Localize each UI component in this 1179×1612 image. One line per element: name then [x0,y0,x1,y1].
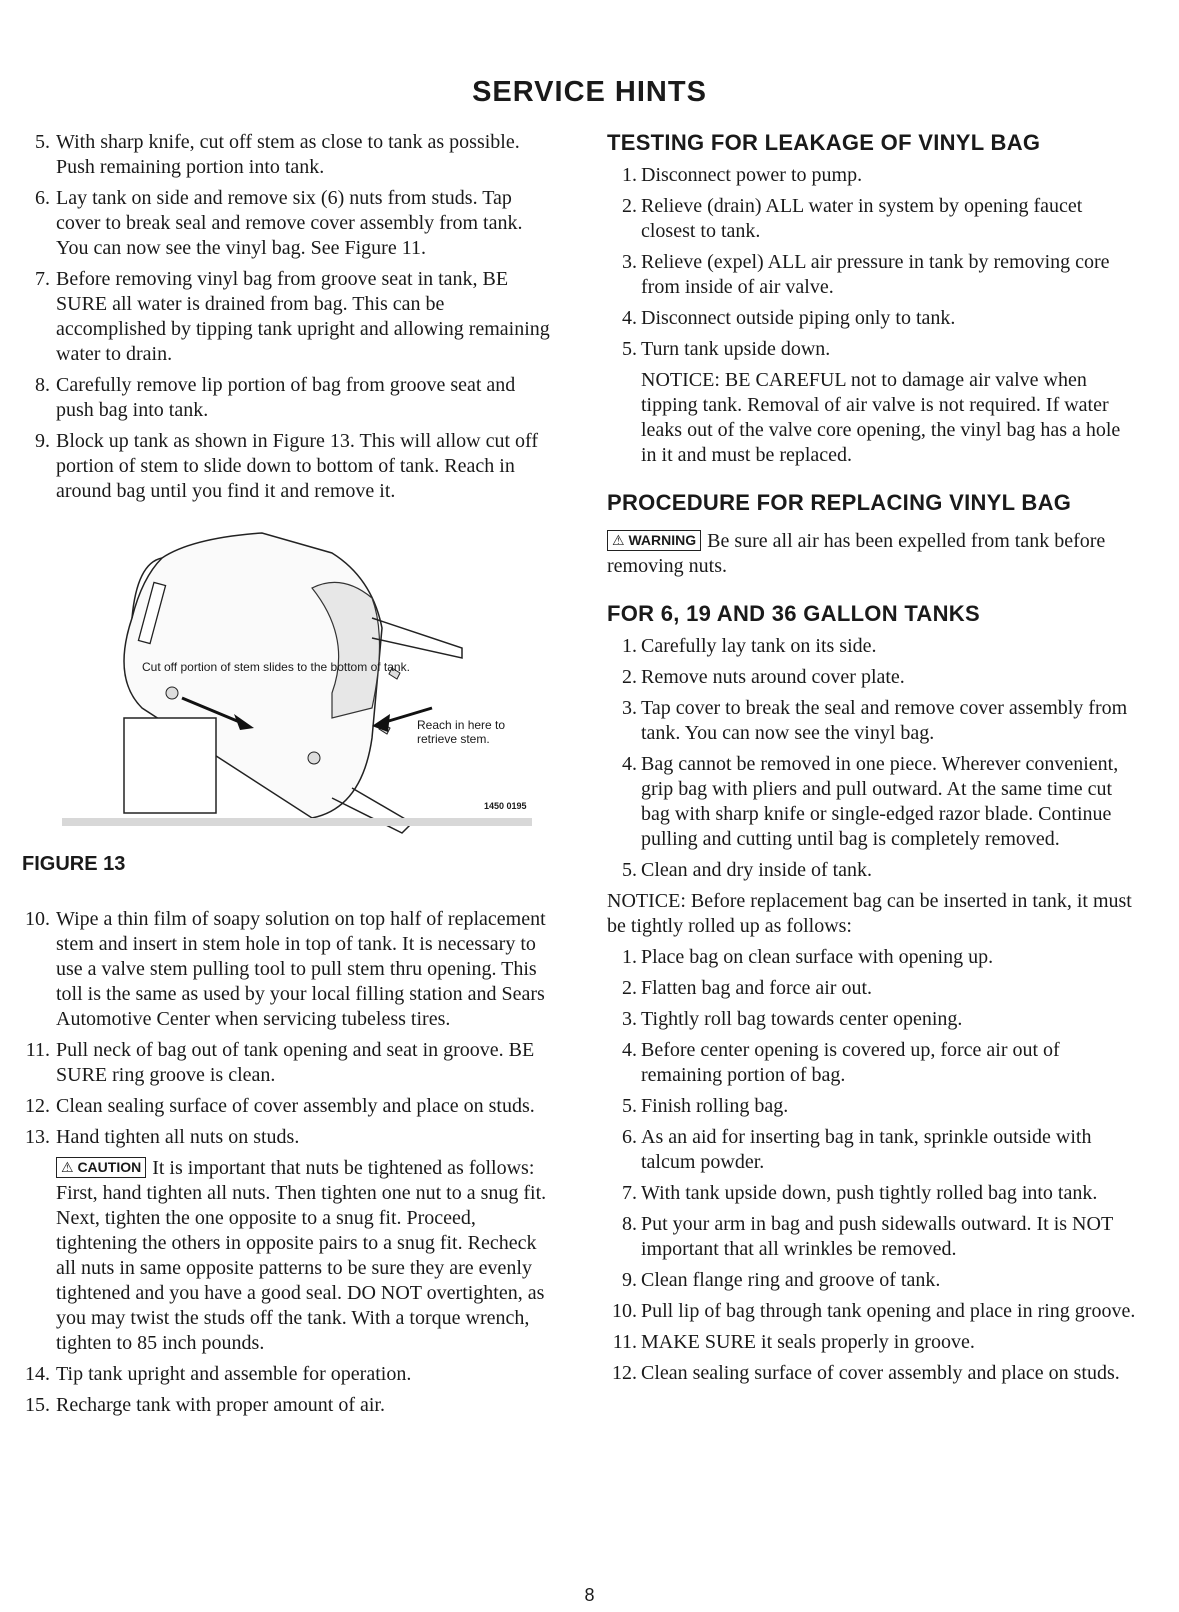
list-item: 5. Finish rolling bag. [622,1095,789,1117]
list-item: 3. Relieve (expel) ALL air pressure in tank by removing core from inside of air valve. [622,251,1110,298]
warning-block [607,529,1137,579]
notice-text: BE CAREFUL not to damage air valve when tipping tank. Removal of air valve is not required. If water leaks out of the valve core opening, the vinyl bag has a hole in it and must be replaced. [641,369,1121,466]
left-column [22,130,557,1424]
list-item: 4. Disconnect outside piping only to tank. [622,307,956,329]
list-item: 2. Flatten bag and force air out. [622,977,873,999]
tank-diagram [42,518,542,838]
list-item: 5. With sharp knife, cut off stem as close to tank as possible. Push remaining portion into tank. [35,131,520,178]
steps-list-b [22,907,557,1150]
list-item: 2. Relieve (drain) ALL water in system by opening faucet closest to tank. [622,195,1083,242]
caution-tag: ⚠ CAUTION [56,1157,146,1178]
right-column [607,130,1137,1392]
page-title: SERVICE HINTS [472,76,707,108]
list-item: 10. Wipe a thin film of soapy solution on top half of replacement stem and insert in stem hole in top of tank. It is necessary to use a valve stem pulling tool to pull stem thru opening. This toll is the same as used by your local filling station and Sears Automotive Center when servicing tubeless tires. [25,908,546,1030]
list-item: 11. Pull neck of bag out of tank opening and seat in groove. BE SURE ring groove is clean. [25,1039,535,1086]
list-item: 11. MAKE SURE it seals properly in groove. [612,1331,975,1353]
list-item: 14. Tip tank upright and assemble for operation. [25,1363,412,1385]
caution-text: It is important that nuts be tightened as follows: First, hand tighten all nuts. Then tighten one nut to a snug fit. Next, tighten the one opposite to a snug fit. Proceed, tightening the others in opposite pairs to a snug fit. Recheck all nuts in same opposite patterns to be sure they are evenly tightened and you have a good seal. DO NOT overtighten, as you may twist the studs off the tank. With a torque wrench, tighten to 85 inch pounds. [56,1157,547,1354]
callout-reach: Reach in here to retrieve stem. [417,718,506,746]
warning-text: Be sure all air has been expelled from tank before removing nuts. [607,530,1106,577]
list-item: 6. As an aid for inserting bag in tank, sprinkle outside with talcum powder. [622,1126,1092,1173]
list-item: 5. Clean and dry inside of tank. [622,859,873,881]
figure-label: FIGURE 13 [22,853,126,875]
list-item: 3. Tap cover to break the seal and remove cover assembly from tank. You can now see the vinyl bag. [622,697,1128,744]
notice-label: NOTICE: [607,890,686,912]
steps-list-c [22,1362,557,1418]
steps-list-a [22,130,557,504]
list-item: 5. Turn tank upside down. [622,338,831,360]
notice-label: NOTICE: [641,369,720,391]
figure-number: 1450 0195 [484,801,527,811]
list-item: 4. Before center opening is covered up, force air out of remaining portion of bag. [622,1039,1060,1086]
procedure-heading: PROCEDURE FOR REPLACING VINYL BAG [607,490,1072,515]
list-item: 12. Clean sealing surface of cover assembly and place on studs. [612,1362,1120,1384]
warning-tag: ⚠ WARNING [607,530,701,551]
list-item: 9. Block up tank as shown in Figure 13. This will allow cut off portion of stem to slide down to bottom of tank. Reach in around bag until you find it and remove it. [35,430,539,502]
list-item: 7. With tank upside down, push tightly rolled bag into tank. [622,1182,1098,1204]
list-item: 10. Pull lip of bag through tank opening and place in ring groove. [612,1300,1136,1322]
list-item: 8. Carefully remove lip portion of bag from groove seat and push bag into tank. [35,374,516,421]
testing-notice [607,368,1137,468]
list-item: 1. Place bag on clean surface with opening up. [622,946,994,968]
notice-text: Before replacement bag can be inserted in tank, it must be tightly rolled up as follows: [607,890,1132,937]
list-item: 2. Remove nuts around cover plate. [622,666,905,688]
gallon-steps [607,634,1137,883]
list-item: 13. Hand tighten all nuts on studs. [25,1126,300,1148]
testing-steps [607,163,1137,362]
list-item: 1. Carefully lay tank on its side. [622,635,877,657]
page-number: 8 [584,1585,595,1605]
roll-steps [607,945,1137,1386]
list-item: 6. Lay tank on side and remove six (6) nuts from studs. Tap cover to break seal and remove cover assembly from tank. You can now see the vinyl bag. See Figure 11. [35,187,523,259]
list-item: 15. Recharge tank with proper amount of air. [25,1394,385,1416]
list-item: 3. Tightly roll bag towards center opening. [622,1008,963,1030]
figure-13-illustration [22,512,557,852]
replace-notice [607,889,1137,939]
list-item: 4. Bag cannot be removed in one piece. Wherever convenient, grip bag with pliers and pull outward. At the same time cut bag with sharp knife or single-edged razor blade. Continue pulling and cutting until bag is completely removed. [622,753,1119,850]
list-item: 7. Before removing vinyl bag from groove seat in tank, BE SURE all water is drained from bag. This can be accomplished by tipping tank upright and allowing remaining water to drain. [35,268,550,365]
testing-heading: TESTING FOR LEAKAGE OF VINYL BAG [607,130,1041,155]
gallon-heading: FOR 6, 19 AND 36 GALLON TANKS [607,601,980,626]
list-item: 12. Clean sealing surface of cover assembly and place on studs. [25,1095,535,1117]
callout-stem: Cut off portion of stem slides to the bottom of tank. [142,660,410,674]
list-item: 9. Clean flange ring and groove of tank. [622,1269,941,1291]
caution-block [22,1156,557,1356]
list-item: 1. Disconnect power to pump. [622,164,863,186]
list-item: 8. Put your arm in bag and push sidewalls outward. It is NOT important that all wrinkles be removed. [622,1213,1113,1260]
